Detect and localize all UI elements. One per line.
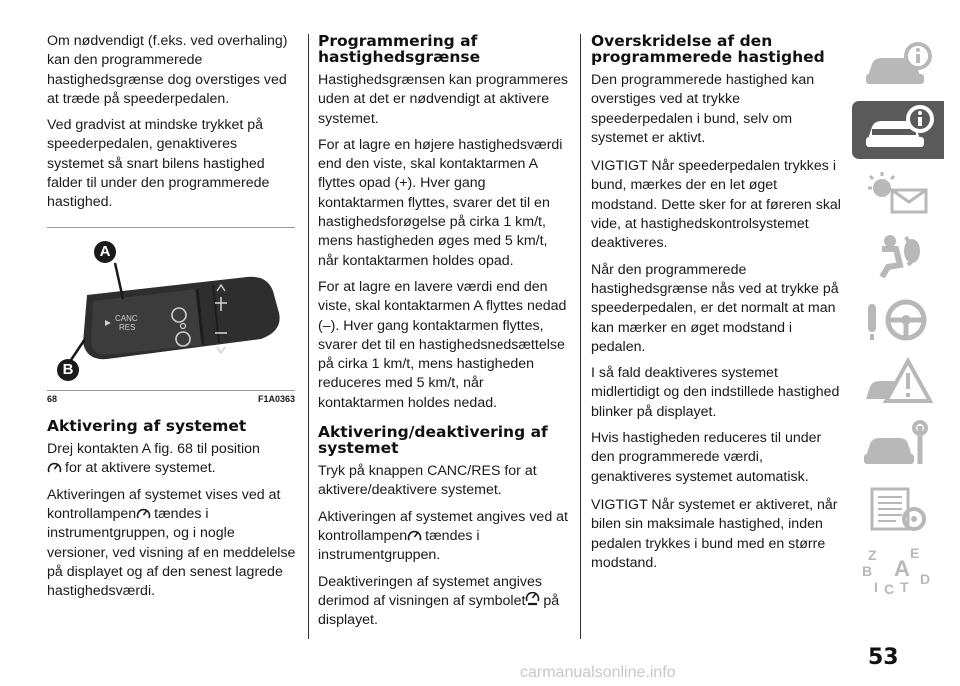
chapter-tab-safety[interactable] (852, 227, 944, 285)
warning-lights-icon (860, 168, 936, 218)
chapter-tab-starting-driving[interactable] (852, 290, 944, 348)
index-letter: T (900, 579, 909, 595)
maintenance-icon (860, 420, 936, 470)
stalk-illustration (47, 235, 295, 385)
paragraph-increase-speed: For at lagre en højere hastighedsværdi end den viste, skal kontaktarmen A flyttes opad (+). Hver gang kontaktarmen flyttes, svarer det til en hastighedsforøgelse på cirka 1 km/t, mens hastigheden øges med 5 km/t, når kontaktarmen holdes opad. (318, 136, 563, 269)
callout-a: A (94, 241, 116, 263)
figure-number: 68 (47, 393, 58, 404)
column-right (591, 32, 843, 580)
toggle-indication-text-b: tændes i instrumentgruppen. (318, 527, 480, 564)
index-icon (860, 546, 936, 596)
canc-label: CANC (115, 313, 138, 323)
column-middle (318, 32, 570, 637)
figure-code: F1A0363 (257, 393, 295, 404)
chapter-tab-warning-lights[interactable] (852, 164, 944, 222)
speed-limiter-icon (407, 529, 422, 542)
paragraph-limit-reached: Når den programmerede hastighedsgrænse nås ved at trykke på speederpedalen, er det normalt at man kan mærker en øget modstand i pedalen. (591, 261, 839, 355)
figure-68 (47, 227, 295, 407)
paragraph-activation-indication (47, 486, 297, 602)
index-letter: B (862, 563, 873, 579)
paragraph-toggle-indication (318, 508, 570, 566)
column-left (47, 32, 297, 609)
paragraph-exceed-intro: Den programmerede hastighed kan overstiges ved at trykke speederpedalen i bund, selv om systemet er aktivt. (591, 72, 815, 146)
speed-limiter-icon (47, 461, 62, 474)
car-info-icon (860, 105, 936, 155)
chapter-tab-index[interactable] (852, 542, 944, 600)
indication-text-a: Aktiveringen af systemet vises ved at kontrollampen (47, 486, 281, 523)
paragraph-important-2: VIGTIGT Når systemet er aktiveret, når bilen sin maksimale hastighed, inden pedalen trykkes i bund med en større modstand. (591, 496, 838, 571)
figure-top-rule (47, 227, 295, 228)
heading-toggle: Aktivering/deaktivering af systemet (318, 423, 548, 457)
callout-b: B (57, 359, 79, 381)
index-letter: E (910, 546, 920, 561)
column-divider-2 (580, 34, 581, 639)
deactivation-text-b: på displayet. (318, 592, 560, 629)
heading-activation: Aktivering af systemet (47, 416, 247, 435)
chapter-tab-technical-data[interactable] (852, 479, 944, 537)
index-letter: I (874, 579, 878, 595)
paragraph-canc-res: Tryk på knappen CANC/RES for at aktivere/deaktivere systemet. (318, 463, 537, 499)
chapter-tab-emergency[interactable] (852, 353, 944, 411)
index-letter: C (884, 581, 895, 596)
column-divider-1 (308, 34, 309, 639)
deactivation-text-a: Deaktiveringen af systemet angives derimod af visningen af symbolet (318, 573, 542, 609)
chapter-tab-maintenance[interactable] (852, 416, 944, 474)
paragraph-programming-intro: Hastighedsgrænsen kan programmeres uden at det er nødvendigt at aktivere systemet. (318, 72, 568, 127)
activation-text-a: Drej kontakten A fig. 68 til position (47, 441, 260, 458)
starting-driving-icon (860, 294, 936, 344)
heading-exceed: Overskridelse af den programmerede hastighed (591, 32, 825, 66)
activation-text-b: for at aktivere systemet. (65, 460, 216, 477)
paragraph-reactivation: Ved gradvist at mindske trykket på speederpedalen, genaktiveres systemet så snart bilens hastighed falder til under den programmerede hastighed. (47, 117, 270, 211)
paragraph-temporary-deactivation: I så fald deaktiveres systemet midlertidigt og den indstillede hastighed blinker på displayet. (591, 365, 840, 420)
airbag-safety-icon (860, 231, 936, 281)
paragraph-activation (47, 440, 297, 479)
speed-limiter-icon (136, 507, 151, 520)
paragraph-deactivation-indication (318, 573, 570, 631)
emergency-icon (860, 357, 936, 407)
technical-data-icon (860, 483, 936, 533)
index-letter: D (920, 571, 931, 587)
toggle-indication-text-a: Aktiveringen af systemet angives ved at kontrollampen (318, 508, 568, 544)
speed-limiter-off-icon (525, 592, 540, 607)
index-letter: Z (868, 547, 877, 563)
chapter-sidebar (852, 38, 948, 605)
paragraph-auto-reactivation: Hvis hastigheden reduceres til under den programmerede værdi, genaktiveres systemet automatisk. (591, 430, 822, 485)
page-number: 53 (868, 645, 899, 670)
paragraph-decrease-speed: For at lagre en lavere værdi end den viste, skal kontaktarmen A flyttes nedad (–). Hver gang kontaktarmen flyttes, svarer det til en hastighedsnedsættelse på cirka 1 km/t, mens hastigheden reduceres med 5 km/t, når kontaktarmen holdes nedad. (318, 278, 567, 411)
paragraph-override: Om nødvendigt (f.eks. ved overhaling) kan den programmerede hastighedsgrænse dog overstiges ved at træde på speederpedalen. (47, 33, 288, 107)
car-info-icon (860, 42, 936, 92)
figure-bottom-rule (47, 390, 295, 391)
res-label: RES (119, 322, 136, 332)
heading-programming: Programmering af hastighedsgrænse (318, 32, 481, 66)
chapter-tab-active[interactable] (852, 101, 944, 159)
paragraph-important-1: VIGTIGT Når speederpedalen trykkes i bund, mærkes der en let øget modstand. Dette sker for at føreren skal vide, at hastighedskontrolsystemet deaktiveres. (591, 158, 841, 252)
chapter-tab-knowing-car[interactable] (852, 38, 944, 96)
index-letter: A (894, 556, 910, 581)
indication-text-b: tændes i instrumentgruppen, og i nogle versioner, ved visning af en meddelelse på displayet og af den senest lagrede hastighedsværdi. (47, 506, 296, 600)
watermark: carmanualsonline.info (520, 664, 676, 681)
